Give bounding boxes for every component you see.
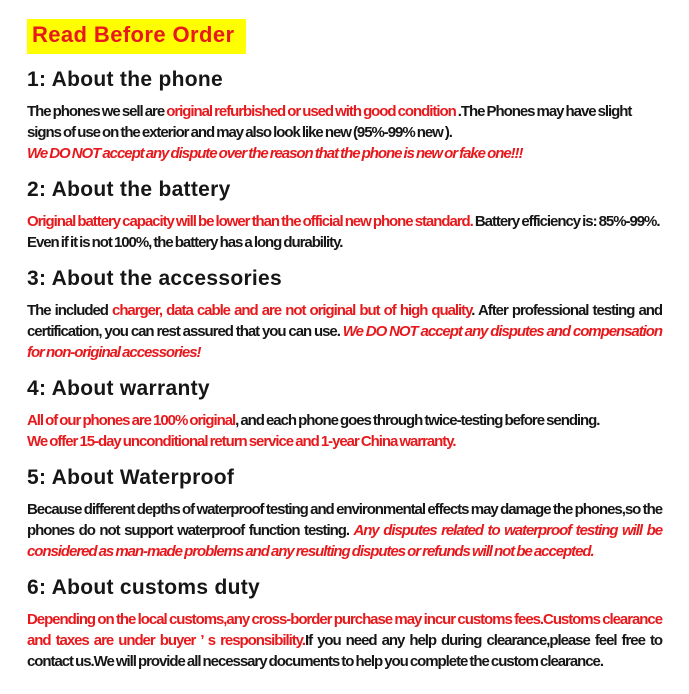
section-heading: 4: About warranty: [27, 377, 210, 400]
text-span: , and each phone goes through twice-testing before sending.: [235, 412, 600, 429]
text-span: Because different depths of waterproof testing and environmental effects may damage the phones,so the phones do not support waterproof function testing.: [27, 501, 662, 539]
notice-section: [27, 465, 662, 562]
section-heading: 2: About the battery: [27, 178, 231, 201]
read-before-order-banner: [27, 19, 246, 54]
sections-container: [27, 67, 662, 672]
text-span: . After professional testing and certification, you can rest assured that you can use.: [27, 302, 662, 340]
text-span: Battery efficiency is: 85%-99%. Even if it is not 100%, the battery has a long durability.: [27, 213, 660, 251]
paragraph: [27, 609, 662, 672]
paragraph: [27, 499, 662, 562]
section-paragraphs: [27, 300, 662, 363]
notice-section: [27, 575, 662, 672]
notice-section: [27, 266, 662, 363]
paragraph: [27, 211, 662, 253]
paragraph: [27, 143, 662, 164]
paragraph: [27, 101, 662, 143]
text-span: We offer 15-day unconditional return service and 1-year China warranty.: [27, 433, 456, 450]
emphasis-text-span: We DO NOT accept any disputes and compensation for non-original accessories!: [27, 323, 662, 361]
text-span: All of our phones are 100% original: [27, 412, 236, 429]
notice-section: [27, 67, 662, 164]
section-heading: 1: About the phone: [27, 68, 223, 91]
text-span: The phones we sell are: [27, 103, 167, 120]
text-span: If you need any help during clearance,please feel free to contact us.We will provide all necessary documents to help you complete the custom clearance.: [27, 632, 663, 670]
section-paragraphs: [27, 609, 662, 672]
section-paragraphs: [27, 410, 662, 452]
text-span: Original battery capacity will be lower than the official new phone standard.: [27, 213, 473, 230]
section-heading: 5: About Waterproof: [27, 466, 235, 489]
text-span: The included: [27, 302, 113, 319]
paragraph: [27, 410, 662, 431]
text-span: .The Phones may have slight signs of use on the exterior and may also look like new (95%-99% new ).: [27, 103, 632, 141]
section-heading: 3: About the accessories: [27, 267, 283, 290]
notice-section: [27, 177, 662, 253]
section-paragraphs: [27, 101, 662, 164]
notice-section: [27, 376, 662, 452]
banner-title: Read Before Order: [32, 22, 235, 47]
text-span: Depending on the local customs,any cross-border purchase may incur customs fees.Customs clearance and taxes are under buyer ’ s responsibility.: [27, 611, 662, 649]
text-span: original refurbished or used with good condition: [166, 103, 458, 120]
text-span: charger, data cable and are not original but of high quality: [112, 302, 472, 319]
section-paragraphs: [27, 499, 662, 562]
emphasis-text-span: Any disputes related to waterproof testing will be considered as man-made problems and any resulting disputes or refunds will not be accepted.: [27, 522, 662, 560]
emphasis-text-span: We DO NOT accept any dispute over the reason that the phone is new or fake one!!!: [27, 145, 523, 162]
paragraph: [27, 431, 662, 452]
section-paragraphs: [27, 211, 662, 253]
section-heading: 6: About customs duty: [27, 576, 261, 599]
paragraph: [27, 300, 662, 363]
